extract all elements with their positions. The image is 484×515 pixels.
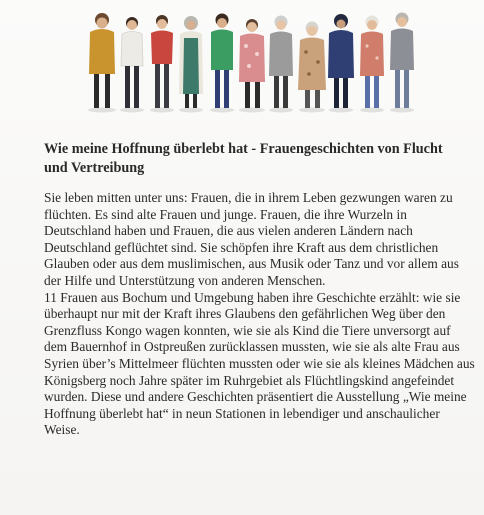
article-title: Wie meine Hoffnung überlebt hat - Frauengeschichten von Flucht und Vertreibung — [44, 141, 443, 176]
figurine-5 — [210, 14, 234, 113]
figurine-4 — [179, 16, 203, 113]
article-paragraph-2: 11 Frauen aus Bochum und Umgebung haben ihre Geschichte erzählt: wie sie überhaupt nur mit der Kraft ihres Glaubens den gefährlichen Weg über den Grenzfluss Kongo wagen konnten, wie sie als Kind die Tiere unversorgt auf dem Bauernhof in Ostpreußen zurücklassen mussten, wie sie als alte Frau aus Syrien über’s Mittelmeer flüchten mussten oder wie sie als kleines Mädchen aus Königsberg noch Jahre später im Ruhrgebiet als Flüchtlingskind angefeindet wurden. Diese und andere Geschichten präsentiert die Ausstellung „Wie meine Hoffnung überlebt hat“ in neun Stationen in lebendiger und anschaulicher Weise. — [44, 289, 475, 438]
figurine-7 — [269, 16, 293, 113]
figurine-8 — [298, 22, 326, 113]
figurine-10 — [360, 16, 384, 113]
figurine-1 — [88, 13, 116, 113]
article-body — [44, 190, 476, 439]
figurine-9 — [328, 14, 354, 113]
figurine-2 — [120, 17, 144, 113]
figurine-11 — [390, 13, 414, 113]
women-figurines-image — [80, 6, 430, 114]
figurine-3 — [150, 15, 174, 113]
figurines-illustration — [80, 6, 430, 114]
figurine-6 — [239, 19, 265, 113]
article-paragraph-1: Sie leben mitten unter uns: Frauen, die in ihrem Leben gezwungen waren zu flüchten. Es sind alte Frauen und junge. Frauen, die ihre Wurzeln in Deutschland haben und Frauen, die aus vielen anderen Ländern nach Deutschland geflüchtet sind. Sie schöpfen ihre Kraft aus dem christlichen Glauben oder aus dem muslimischen, aus Musik oder Tanz und vor allem aus der Hilfe und Unterstützung von anderen Menschen. — [44, 190, 459, 288]
